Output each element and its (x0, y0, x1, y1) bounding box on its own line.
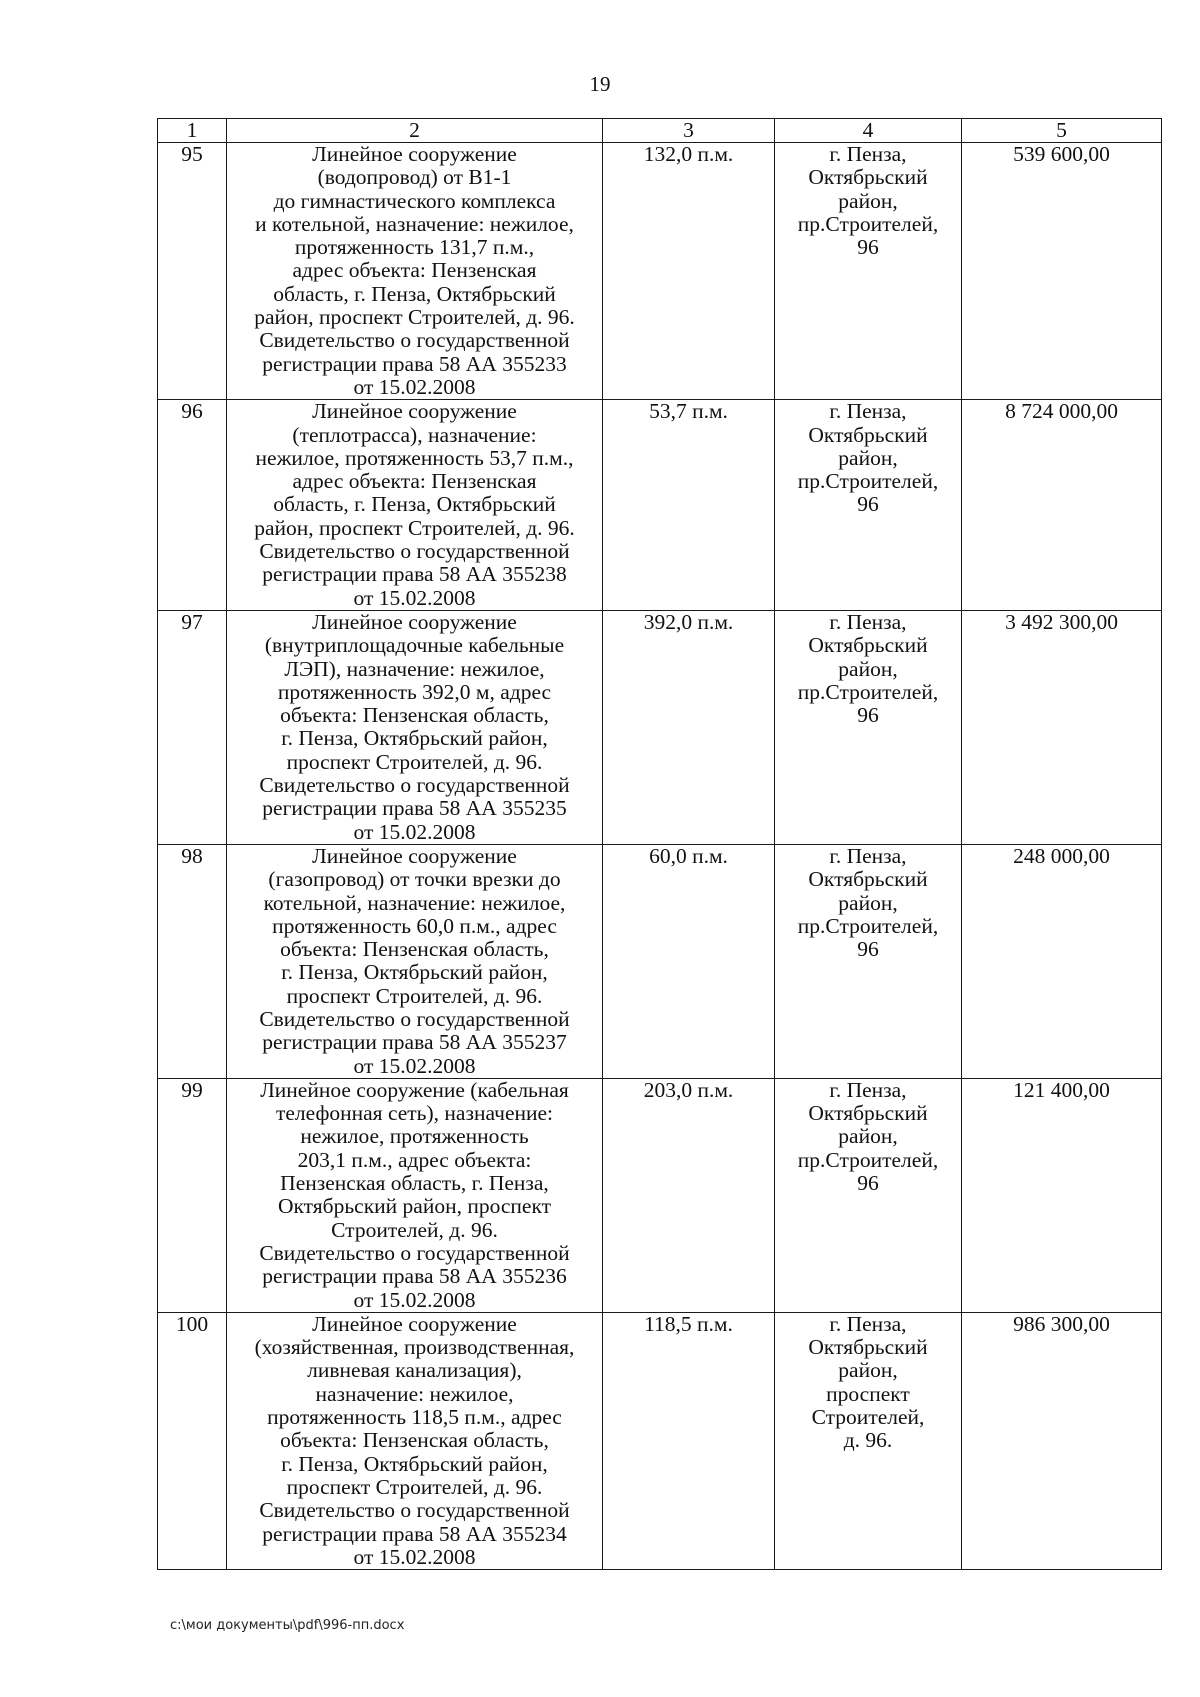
object-value: 986 300,00 (962, 1312, 1162, 1569)
object-description: Линейное сооружение (теплотрасса), назначение: нежилое, протяженность 53,7 п.м., адрес объекта: Пензенская область, г. Пенза, Октябрьский район, проспект Строителей, д. 96. Свидетельство о государственной регистрации права 58 АА 355238 от 15.02.2008 (227, 400, 603, 611)
row-number: 96 (158, 400, 227, 611)
row-number: 97 (158, 610, 227, 844)
object-address: г. Пенза, Октябрьский район, пр.Строителей, 96 (775, 844, 962, 1078)
object-description: Линейное сооружение (внутриплощадочные кабельные ЛЭП), назначение: нежилое, протяженность 392,0 м, адрес объекта: Пензенская область, г. Пенза, Октябрьский район, проспект Строителей, д. 96. Свидетельство о государственной регистрации права 58 АА 355235 от 15.02.2008 (227, 610, 603, 844)
object-length: 60,0 п.м. (603, 844, 775, 1078)
row-number: 98 (158, 844, 227, 1078)
object-description: Линейное сооружение (водопровод) от В1-1 до гимнастического комплекса и котельной, назначение: нежилое, протяженность 131,7 п.м., адрес объекта: Пензенская область, г. Пенза, Октябрьский район, проспект Строителей, д. 96. Свидетельство о государственной регистрации права 58 АА 355233 от 15.02.2008 (227, 143, 603, 400)
table-row (158, 610, 1162, 844)
header-col-2: 2 (227, 119, 603, 143)
row-number: 99 (158, 1078, 227, 1312)
object-value: 539 600,00 (962, 143, 1162, 400)
footer-file-path: c:\мои документы\pdf\996-пп.docx (170, 1618, 405, 1633)
property-registry-table (157, 118, 1162, 1570)
object-length: 118,5 п.м. (603, 1312, 775, 1569)
table-header-row (158, 119, 1162, 143)
table-row (158, 143, 1162, 400)
table-row (158, 1078, 1162, 1312)
table-row (158, 1312, 1162, 1569)
header-col-3: 3 (603, 119, 775, 143)
header-col-1: 1 (158, 119, 227, 143)
row-number: 95 (158, 143, 227, 400)
object-description: Линейное сооружение (хозяйственная, производственная, ливневая канализация), назначение: нежилое, протяженность 118,5 п.м., адрес объекта: Пензенская область, г. Пенза, Октябрьский район, проспект Строителей, д. 96. Свидетельство о государственной регистрации права 58 АА 355234 от 15.02.2008 (227, 1312, 603, 1569)
header-col-4: 4 (775, 119, 962, 143)
object-description: Линейное сооружение (кабельная телефонная сеть), назначение: нежилое, протяженность 203,1 п.м., адрес объекта: Пензенская область, г. Пенза, Октябрьский район, проспект Строителей, д. 96. Свидетельство о государственной регистрации права 58 АА 355236 от 15.02.2008 (227, 1078, 603, 1312)
header-col-5: 5 (962, 119, 1162, 143)
object-length: 203,0 п.м. (603, 1078, 775, 1312)
object-address: г. Пенза, Октябрьский район, пр.Строителей, 96 (775, 610, 962, 844)
object-length: 392,0 п.м. (603, 610, 775, 844)
row-number: 100 (158, 1312, 227, 1569)
object-address: г. Пенза, Октябрьский район, пр.Строителей, 96 (775, 143, 962, 400)
object-description: Линейное сооружение (газопровод) от точки врезки до котельной, назначение: нежилое, протяженность 60,0 п.м., адрес объекта: Пензенская область, г. Пенза, Октябрьский район, проспект Строителей, д. 96. Свидетельство о государственной регистрации права 58 АА 355237 от 15.02.2008 (227, 844, 603, 1078)
object-address: г. Пенза, Октябрьский район, пр.Строителей, 96 (775, 400, 962, 611)
object-address: г. Пенза, Октябрьский район, пр.Строителей, 96 (775, 1078, 962, 1312)
object-value: 121 400,00 (962, 1078, 1162, 1312)
object-value: 3 492 300,00 (962, 610, 1162, 844)
page-number: 19 (589, 72, 611, 96)
object-value: 8 724 000,00 (962, 400, 1162, 611)
table-row (158, 400, 1162, 611)
object-length: 53,7 п.м. (603, 400, 775, 611)
table-row (158, 844, 1162, 1078)
object-length: 132,0 п.м. (603, 143, 775, 400)
object-address: г. Пенза, Октябрьский район, проспект Строителей, д. 96. (775, 1312, 962, 1569)
object-value: 248 000,00 (962, 844, 1162, 1078)
